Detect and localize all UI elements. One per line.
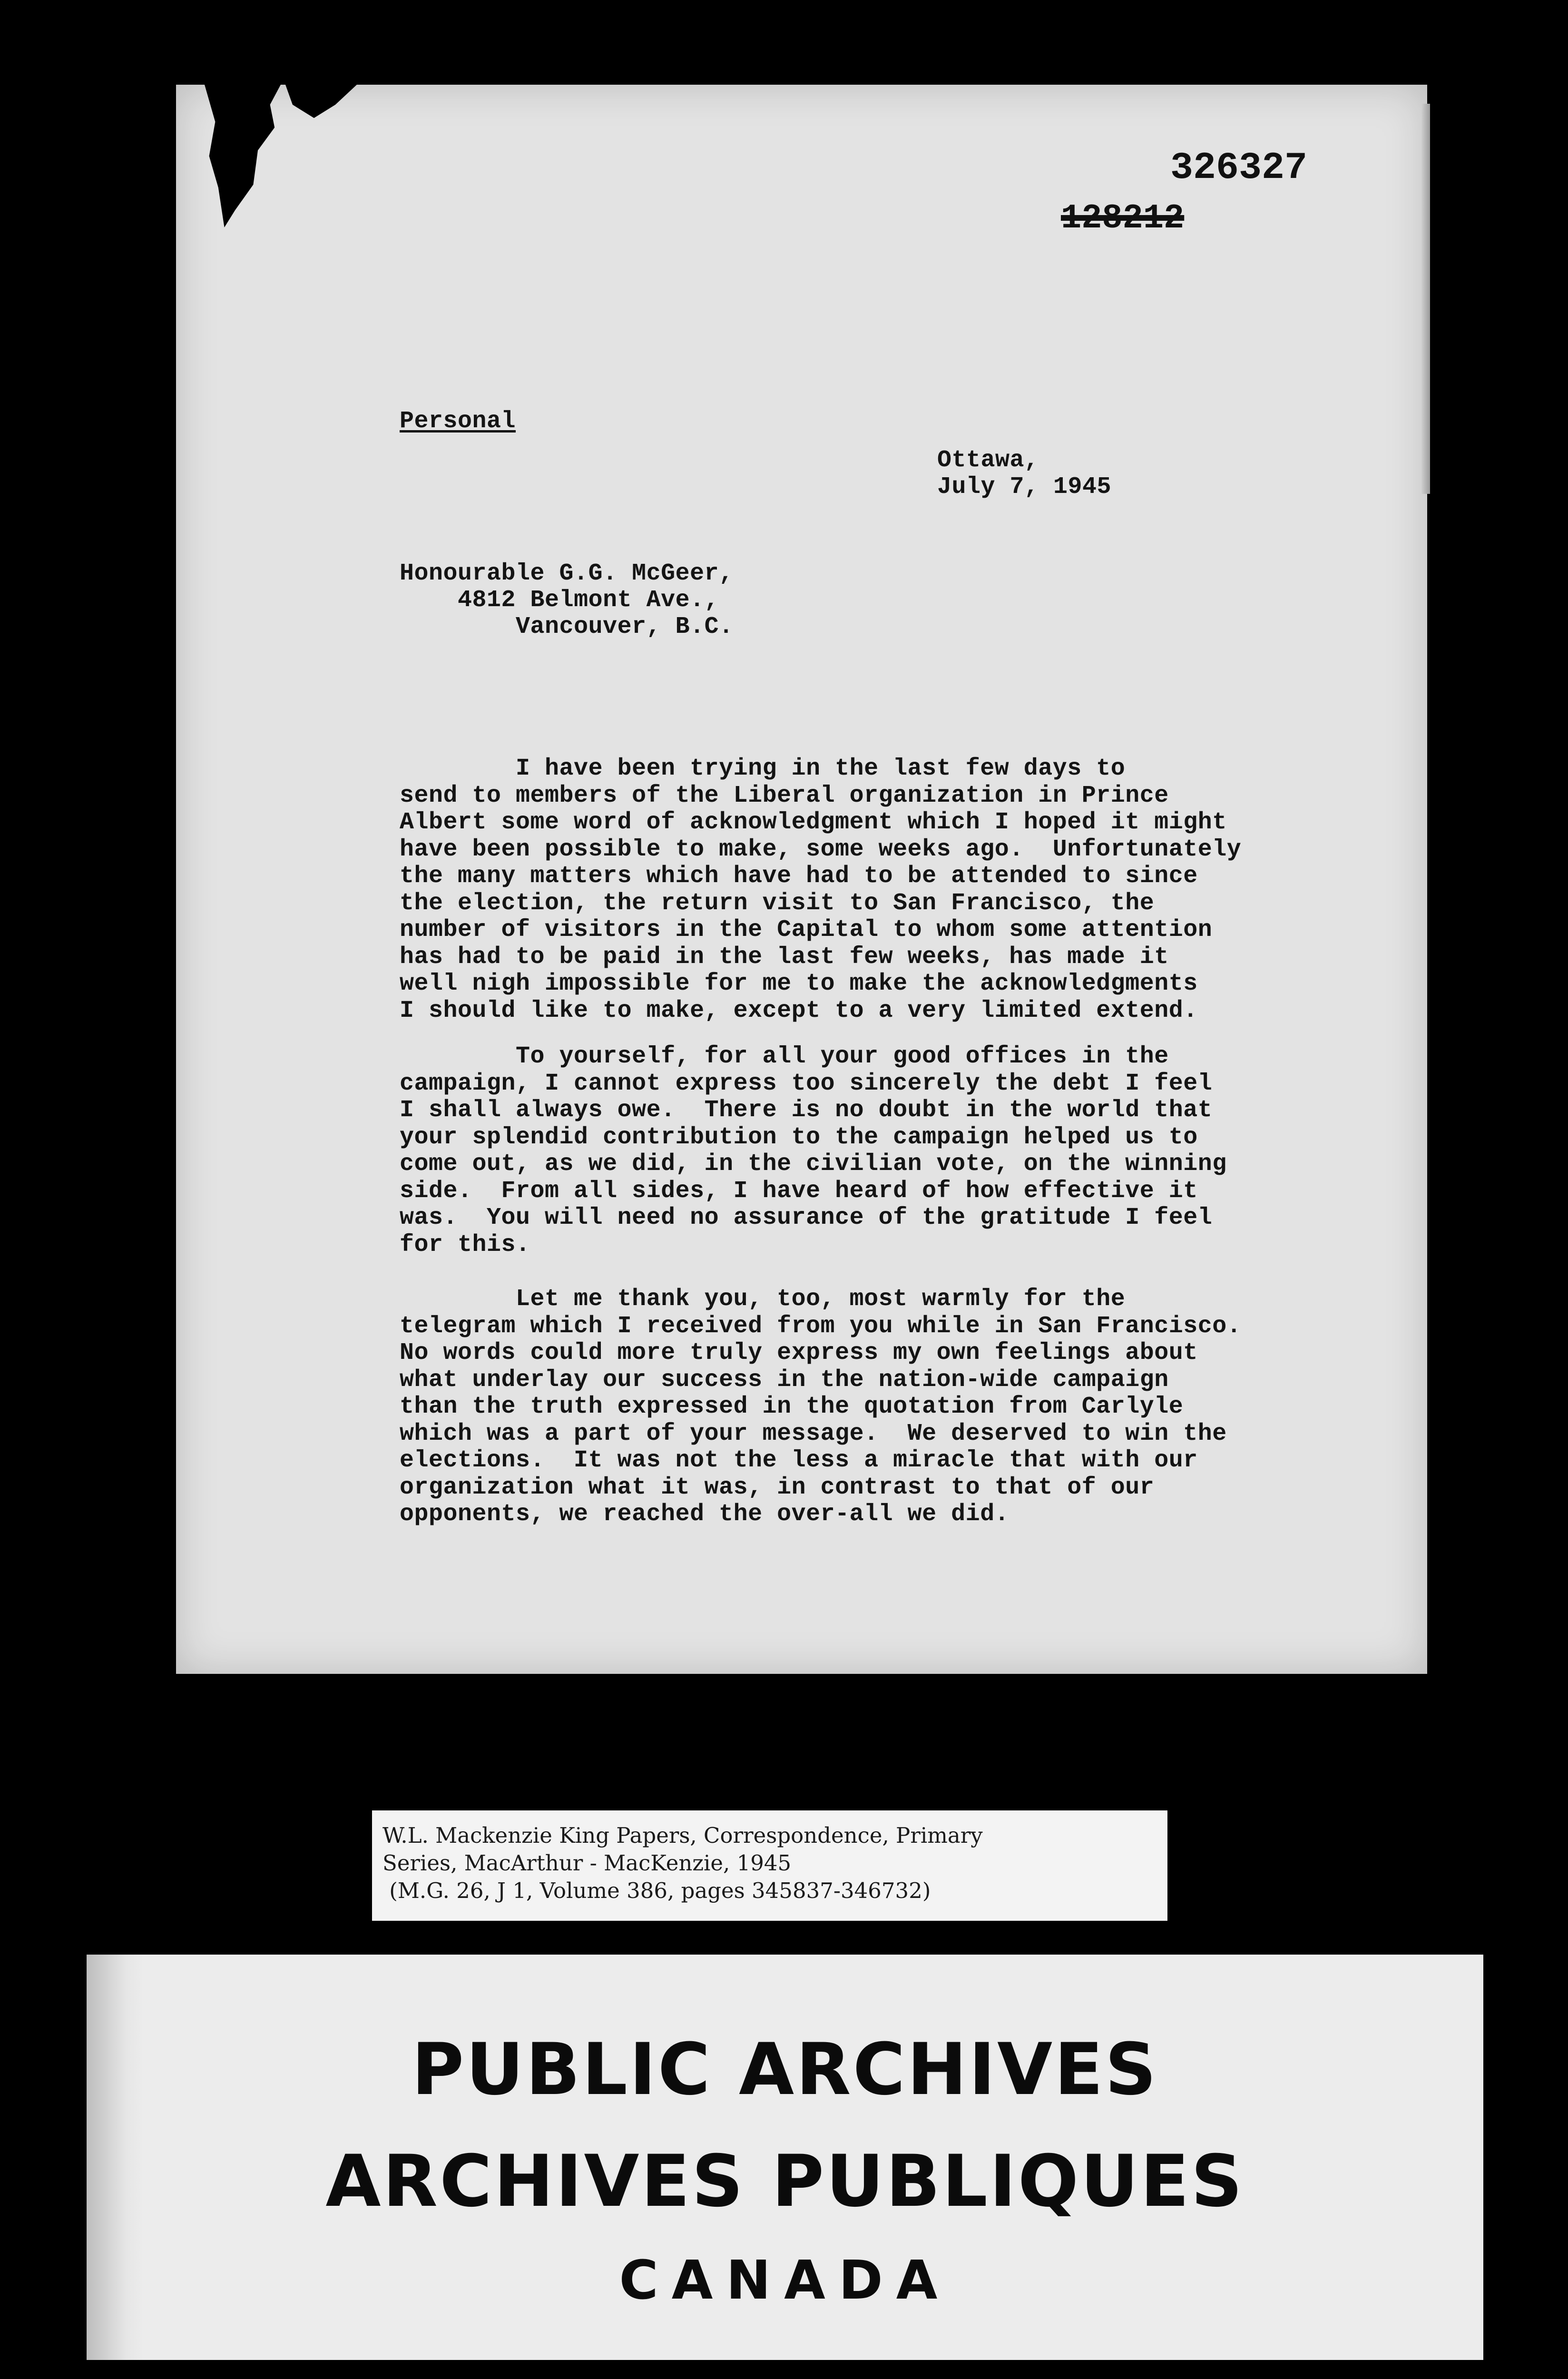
text-line: side. From all sides, I have heard of how effective it <box>400 1177 1198 1205</box>
text-line: I should like to make, except to a very limited extend. <box>400 997 1198 1024</box>
citation-line: Series, MacArthur - MacKenzie, 1945 <box>382 1850 792 1876</box>
struck-out-number: 128212 <box>1061 199 1185 238</box>
date: July 7, 1945 <box>937 473 1112 501</box>
text-line: well nigh impossible for me to make the acknowledgments <box>400 970 1198 997</box>
archives-banner <box>87 1955 1483 2360</box>
citation-line: W.L. Mackenzie King Papers, Correspondence, Primary <box>382 1823 983 1848</box>
text-line: No words could more truly express my own feelings about <box>400 1339 1198 1366</box>
torn-notch <box>285 85 357 118</box>
text-line: I shall always owe. There is no doubt in the world that <box>400 1097 1213 1124</box>
text-line: opponents, we reached the over-all we did. <box>400 1501 1009 1528</box>
text-line: for this. <box>400 1231 530 1258</box>
paragraph-2 <box>400 1043 1227 1258</box>
banner-country: CANADA <box>619 2250 951 2311</box>
recipient-city: Vancouver, B.C. <box>516 613 734 640</box>
text-line: elections. It was not the less a miracle that with our <box>400 1447 1198 1474</box>
text-line: send to members of the Liberal organization in Prince <box>400 782 1169 809</box>
personal-label: Personal <box>400 408 516 435</box>
text-line: than the truth expressed in the quotation from Carlyle <box>400 1393 1184 1420</box>
text-line: Let me thank you, too, most warmly for the <box>400 1286 1126 1313</box>
place: Ottawa, <box>937 447 1039 474</box>
recipient-name: Honourable G.G. McGeer, <box>400 560 734 587</box>
text-line: number of visitors in the Capital to whom some attention <box>400 916 1213 944</box>
text-line: was. You will need no assurance of the gratitude I feel <box>400 1204 1213 1231</box>
text-line: campaign, I cannot express too sincerely the debt I feel <box>400 1070 1213 1097</box>
recipient-address <box>400 560 734 640</box>
text-line: the election, the return visit to San Francisco, the <box>400 889 1155 917</box>
text-line: has had to be paid in the last few weeks, has made it <box>400 943 1169 971</box>
text-line: Albert some word of acknowledgment which I hoped it might <box>400 809 1227 836</box>
text-line: your splendid contribution to the campaign helped us to <box>400 1123 1198 1151</box>
text-line: have been possible to make, some weeks ago. Unfortunately <box>400 836 1242 863</box>
citation-line: (M.G. 26, J 1, Volume 386, pages 345837-346732) <box>382 1878 931 1903</box>
dateline <box>937 447 1111 501</box>
text-line: the many matters which have had to be attended to since <box>400 863 1198 890</box>
banner-french: ARCHIVES PUBLIQUES <box>325 2140 1245 2223</box>
sheet-edge <box>1421 104 1430 494</box>
citation-text <box>382 1822 983 1905</box>
banner-english: PUBLIC ARCHIVES <box>412 2028 1158 2111</box>
paragraph-1 <box>400 756 1241 1024</box>
text-line: come out, as we did, in the civilian vote, on the winning <box>400 1150 1227 1178</box>
text-line: To yourself, for all your good offices in the <box>400 1043 1169 1070</box>
letter-sheet <box>176 85 1427 1674</box>
text-line: organization what it was, in contrast to that of our <box>400 1474 1155 1501</box>
recipient-street: 4812 Belmont Ave., <box>458 587 719 614</box>
text-line: I have been trying in the last few days to <box>400 755 1126 782</box>
text-line: which was a part of your message. We deserved to win the <box>400 1420 1227 1447</box>
text-line: what underlay our success in the nation-wide campaign <box>400 1366 1169 1394</box>
paragraph-3 <box>400 1286 1241 1528</box>
citation-card <box>372 1810 1167 1921</box>
torn-corner <box>205 85 281 227</box>
document-number: 326327 <box>1170 147 1308 190</box>
text-line: telegram which I received from you while in San Francisco. <box>400 1312 1242 1340</box>
